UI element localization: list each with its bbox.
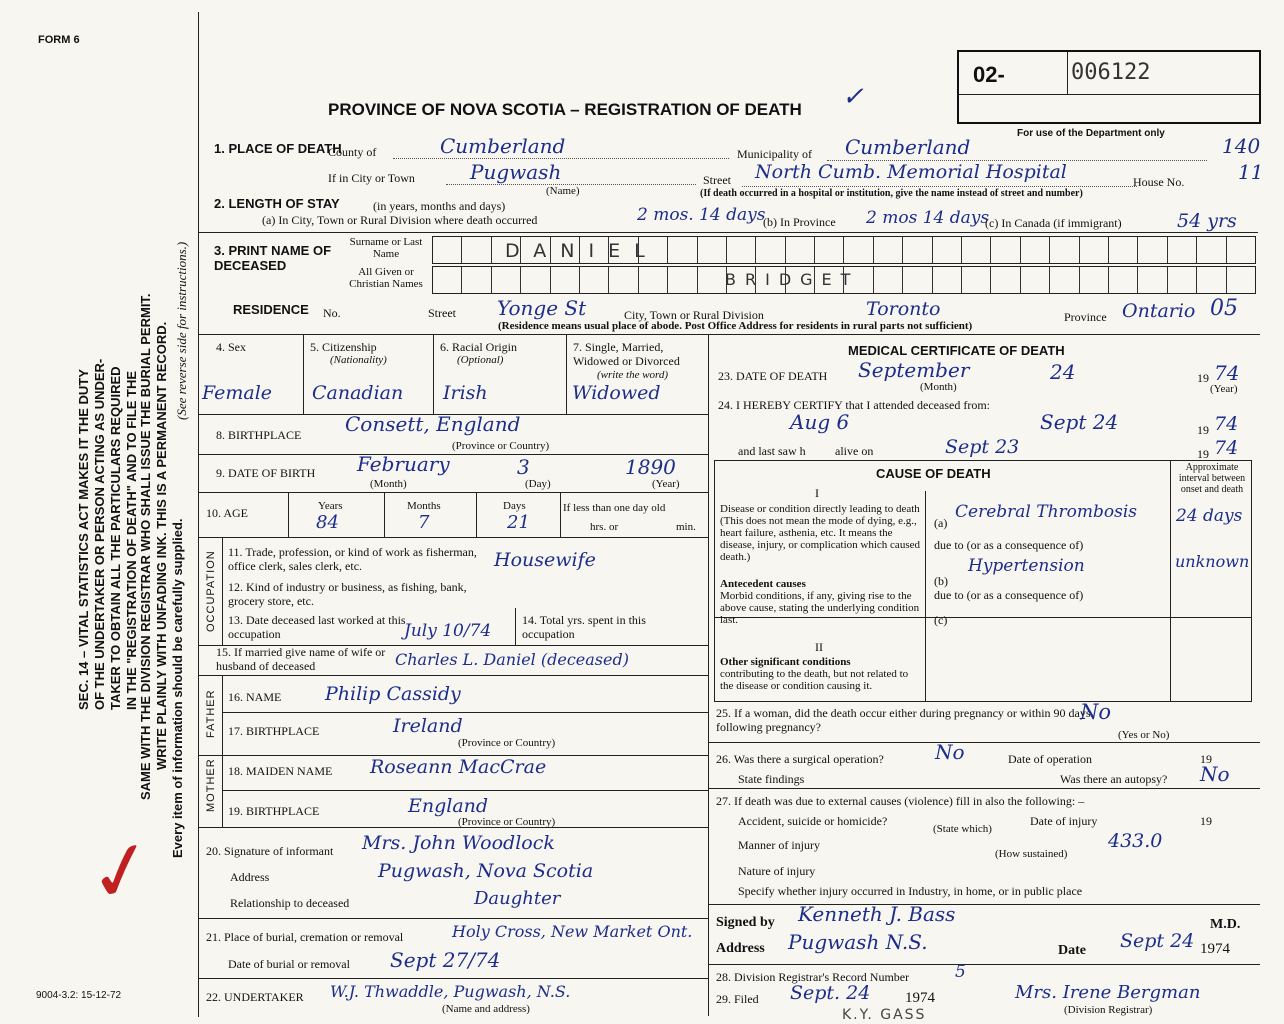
certify-label: 24. I HEREBY CERTIFY that I attended deceased from: [718, 398, 990, 412]
statute-line-4: IN THE "REGISTRATION OF DEATH" AND TO FILE THE [124, 370, 139, 710]
father-name-value: Philip Cassidy [325, 683, 461, 705]
cause-a-interval: 24 days [1176, 506, 1243, 526]
stay-city-label: (a) In City, Town or Rural Division where death occurred [262, 213, 538, 227]
attended-to-value: Sept 24 [1040, 410, 1119, 434]
age-days-value: 21 [507, 512, 530, 533]
antecedent-label: Antecedent causes [720, 578, 806, 590]
filed-year-value: 1974 [905, 990, 935, 1006]
burial-date-label: Date of burial or removal [228, 957, 350, 971]
cause-a-label: (a) [934, 516, 948, 530]
stay-province-label: (b) In Province [763, 215, 836, 229]
burial-place-label: 21. Place of burial, cremation or removal [206, 930, 404, 944]
attended-from-value: Aug 6 [790, 410, 850, 434]
place-of-death-label: 1. PLACE OF DEATH [214, 141, 342, 156]
death-year-note: (Year) [1210, 383, 1238, 395]
mother-side-label: MOTHER [205, 758, 217, 812]
sex-label: 4. Sex [216, 340, 246, 354]
dob-day-value: 3 [517, 455, 530, 479]
registrar-note: (Division Registrar) [1064, 1004, 1153, 1016]
cause-c-label: (c) [934, 613, 948, 627]
length-of-stay-unit: (in years, months and days) [373, 199, 506, 213]
due-to-label-2: due to (or as a consequence of) [934, 588, 1084, 602]
origin-sub: (Optional) [457, 354, 504, 366]
marital-value: Widowed [572, 382, 661, 404]
mother-maiden-label: 18. MAIDEN NAME [228, 764, 333, 778]
spouse-value: Charles L. Daniel (deceased) [395, 650, 629, 669]
mother-birthplace-note: (Province or Country) [458, 816, 556, 828]
form-label: FORM 6 [38, 34, 80, 46]
hospital-value: North Cumb. Memorial Hospital [755, 161, 1067, 183]
age-months-label: Months [407, 500, 441, 512]
house-label: House No. [1133, 175, 1185, 189]
sex-value: Female [202, 382, 273, 404]
informant-signature-label: 20. Signature of informant [206, 844, 334, 858]
hours-label: hrs. or [590, 521, 619, 533]
cause-of-death-header: CAUSE OF DEATH [876, 466, 991, 481]
father-name-label: 16. NAME [228, 690, 282, 704]
injury-place-label: Specify whether injury occurred in Industry, in home, or in public place [738, 884, 1083, 898]
disease-label: Disease or condition directly leading to death (This does not mean the mode of dying, e.g., heart failure, asthenia, etc. It means the disease, injury, or complication which caused death.) [720, 503, 920, 563]
marital-sub: (write the word) [597, 369, 669, 381]
part-one-label: I [815, 486, 819, 500]
physician-address-label: Address [716, 941, 765, 956]
stay-city-value: 2 mos. 14 days [637, 205, 766, 225]
municipality-label: Municipality of [737, 147, 812, 161]
q26-label: 26. Was there a surgical operation? [716, 752, 884, 766]
length-of-stay-label: 2. LENGTH OF STAY [214, 196, 340, 211]
residence-city-value: Toronto [866, 298, 941, 320]
death-month-value: September [858, 358, 970, 382]
manner-of-injury-label: Manner of injury [738, 838, 820, 852]
statute-line-5: SAME WITH THE DIVISION REGISTRAR WHO SHALL ISSUE THE BURIAL PERMIT. [138, 293, 153, 800]
cause-b-interval: unknown [1175, 552, 1250, 571]
informant-signature-value: Mrs. John Woodlock [362, 832, 555, 854]
injury-year-prefix: 19 [1200, 814, 1212, 828]
manner-of-injury-value: 433.0 [1108, 830, 1163, 852]
statute-line-2: OF THE UNDERTAKER OR PERSON ACTING AS UNDER- [92, 358, 107, 710]
informant-address-value: Pugwash, Nova Scotia [378, 860, 594, 882]
city-label: If in City or Town [328, 171, 415, 185]
age-months-value: 7 [418, 512, 430, 533]
state-which-note: (State which) [933, 823, 992, 835]
nature-of-injury-label: Nature of injury [738, 864, 816, 878]
residence-no-label: No. [323, 306, 341, 320]
mother-maiden-value: Roseann MacCrae [370, 756, 547, 778]
signature-date-label: Date [1058, 943, 1086, 958]
other-conditions-text: contributing to the death, but not related to the disease or condition causing it. [720, 668, 909, 692]
last-saw-label: and last saw h [738, 444, 806, 458]
relationship-label: Relationship to deceased [230, 896, 350, 910]
alive-year-value: 74 [1214, 437, 1239, 459]
death-year-value: 74 [1214, 361, 1240, 385]
minutes-label: min. [676, 521, 696, 533]
interval-header: Approximate interval between onset and death [1178, 462, 1246, 495]
statute-line-3: TAKER TO OBTAIN ALL THE PARTICULARS REQUIRED [108, 366, 123, 710]
given-names-label: All Given or Christian Names [349, 266, 423, 290]
alive-year-prefix: 19 [1197, 447, 1209, 461]
undertaker-note: (Name and address) [442, 1003, 530, 1015]
father-birthplace-label: 17. BIRTHPLACE [228, 724, 320, 738]
q25-label: 25. If a woman, did the death occur either during pregnancy or within 90 days following pregnancy? [716, 706, 1091, 734]
q28-label: 28. Division Registrar's Record Number [716, 970, 910, 984]
origin-value: Irish [443, 382, 488, 404]
q25-value: No [1080, 700, 1112, 724]
record-number-value: 5 [955, 962, 966, 982]
undertaker-value: W.J. Thwaddle, Pugwash, N.S. [330, 982, 571, 1001]
cause-a-value: Cerebral Thrombosis [955, 502, 1138, 522]
department-code-1: 140 [1222, 134, 1261, 158]
injury-date-label: Date of injury [1030, 814, 1098, 828]
dob-year-value: 1890 [625, 455, 676, 479]
how-sustained-note: (How sustained) [995, 848, 1068, 860]
md-label: M.D. [1210, 917, 1241, 932]
residence-province-code: 05 [1210, 296, 1238, 321]
residence-note: (Residence means usual place of abode. Post Office Address for residents in rural parts not sufficient) [498, 320, 973, 332]
origin-label: 6. Racial Origin [440, 340, 517, 354]
residence-city-label: City, Town or Rural Division [624, 308, 764, 322]
other-conditions-label: Other significant conditions [720, 656, 851, 668]
stay-canada-label: (c) In Canada (if immigrant) [985, 216, 1122, 230]
dob-label: 9. DATE OF BIRTH [216, 466, 316, 480]
part-two-label: II [815, 640, 823, 654]
residence-province-value: Ontario [1122, 300, 1196, 322]
dob-year-note: (Year) [652, 478, 680, 490]
residence-label: RESIDENCE [233, 302, 309, 317]
given-names-value: BRIDGET [725, 270, 860, 289]
age-years-value: 84 [316, 512, 339, 533]
relationship-value: Daughter [474, 888, 561, 909]
marital-label: 7. Single, Married, Widowed or Divorced [573, 340, 680, 368]
death-year-prefix: 19 [1197, 371, 1209, 385]
due-to-label-1: due to (or as a consequence of) [934, 538, 1084, 552]
undertaker-label: 22. UNDERTAKER [206, 990, 304, 1004]
dob-month-note: (Month) [370, 478, 407, 490]
father-side-label: FATHER [205, 689, 217, 738]
q11-label: 11. Trade, profession, or kind of work as fisherman, office clerk, sales clerk, etc. [228, 545, 477, 573]
q14-label: 14. Total yrs. spent in this occupation [522, 613, 646, 641]
deceased-name-label: 3. PRINT NAME OF DECEASED [214, 243, 332, 273]
dob-month-value: February [357, 452, 450, 476]
signature-date-value: Sept 24 [1120, 930, 1195, 952]
mother-birthplace-value: England [408, 795, 489, 817]
department-use-label: For use of the Department only [1017, 128, 1165, 139]
death-month-note: (Month) [920, 381, 957, 393]
residence-street-label: Street [428, 306, 456, 320]
medical-certificate-header: MEDICAL CERTIFICATE OF DEATH [848, 343, 1065, 358]
birthplace-note: (Province or Country) [452, 440, 550, 452]
yes-no-note: (Yes or No) [1118, 729, 1170, 741]
filed-date-value: Sept. 24 [790, 982, 871, 1004]
statute-line-1: SEC. 14 – VITAL STATISTICS ACT MAKES IT THE DUTY [76, 369, 91, 710]
street-label: Street [703, 173, 731, 187]
residence-province-label: Province [1064, 310, 1107, 324]
age-label: 10. AGE [206, 506, 248, 520]
attended-year-value: 74 [1214, 413, 1239, 435]
operation-date-label: Date of operation [1008, 752, 1092, 766]
statute-line-7: Every item of information should be carefully supplied. [170, 518, 185, 858]
hospital-note: (If death occurred in a hospital or institution, give the name instead of street and number) [700, 188, 1083, 199]
antecedent-text: Morbid conditions, if any, giving rise to the above cause, stating the underlying condition last. [720, 590, 920, 626]
left-margin-rule [198, 12, 199, 1017]
autopsy-label: Was there an autopsy? [1060, 772, 1168, 786]
stay-province-value: 2 mos 14 days [866, 208, 990, 228]
father-birthplace-value: Ireland [393, 715, 463, 737]
informant-address-label: Address [230, 870, 270, 884]
statute-line-6: WRITE PLAINLY WITH UNFADING INK. THIS IS A PERMANENT RECORD. [154, 321, 169, 770]
registration-number: 006122 [1071, 60, 1151, 85]
reverse-side-note: (See reverse side for instructions.) [174, 241, 189, 420]
burial-date-value: Sept 27/74 [390, 948, 501, 972]
check-mark-icon: ✓ [842, 82, 864, 112]
death-day-value: 24 [1050, 360, 1076, 384]
surname-label: Surname or Last Name [349, 236, 423, 260]
last-worked-value: July 10/74 [404, 621, 492, 641]
surname-value: DANIEL [505, 240, 659, 262]
father-birthplace-note: (Province or Country) [458, 737, 556, 749]
cause-b-value: Hypertension [968, 556, 1085, 576]
accident-label: Accident, suicide or homicide? [738, 814, 888, 828]
registration-number-box [957, 50, 1261, 124]
municipality-value: Cumberland [845, 135, 971, 159]
age-days-label: Days [503, 500, 526, 512]
age-years-label: Years [318, 500, 343, 512]
less-than-day-label: If less than one day old [563, 502, 666, 514]
physician-signature-value: Kenneth J. Bass [798, 902, 956, 926]
residence-street-value: Yonge St [497, 296, 587, 320]
department-code-2: 11 [1238, 160, 1264, 184]
signed-by-label: Signed by [716, 915, 775, 930]
citizenship-value: Canadian [312, 382, 404, 404]
occupation-value: Housewife [494, 549, 596, 571]
alive-on-label: alive on [835, 444, 874, 458]
alive-on-value: Sept 23 [945, 436, 1020, 458]
date-of-death-label: 23. DATE OF DEATH [718, 369, 828, 383]
q12-label: 12. Kind of industry or business, as fishing, bank, grocery store, etc. [228, 580, 467, 608]
form-title: PROVINCE OF NOVA SCOTIA – REGISTRATION OF DEATH [328, 100, 802, 119]
attended-year-prefix: 19 [1197, 423, 1209, 437]
q27-label: 27. If death was due to external causes (violence) fill in also the following: – [716, 794, 1085, 808]
name-note: (Name) [546, 185, 580, 197]
spouse-label: 15. If married give name of wife or husband of deceased [216, 645, 386, 673]
autopsy-value: No [1200, 762, 1230, 786]
stay-canada-value: 54 yrs [1177, 210, 1237, 232]
county-value: Cumberland [440, 134, 566, 158]
registration-prefix: 02- [973, 62, 1005, 87]
city-value: Pugwash [470, 160, 562, 184]
birthplace-label: 8. BIRTHPLACE [216, 428, 302, 442]
birthplace-value: Consett, England [345, 412, 521, 436]
q29-label: 29. Filed [716, 992, 759, 1006]
burial-place-value: Holy Cross, New Market Ont. [452, 922, 693, 941]
citizenship-label: 5. Citizenship [310, 340, 377, 354]
signature-year-value: 1974 [1200, 941, 1230, 957]
red-check-mark-icon: ✓ [79, 819, 164, 924]
physician-address-value: Pugwash N.S. [788, 930, 928, 954]
occupation-side-label: OCCUPATION [205, 550, 217, 632]
county-label: County of [328, 145, 377, 159]
q26-value: No [935, 740, 965, 764]
registrar-signature-value: Mrs. Irene Bergman [1015, 982, 1201, 1003]
operation-year-prefix: 19 [1200, 752, 1212, 766]
q13-label: 13. Date deceased last worked at this occupation [228, 613, 406, 641]
mother-birthplace-label: 19. BIRTHPLACE [228, 804, 320, 818]
bottom-stamp: K.Y. GASS [842, 1007, 927, 1023]
form-footer-code: 9004-3.2: 15-12-72 [36, 990, 122, 1001]
citizenship-sub: (Nationality) [330, 354, 387, 366]
state-findings-label: State findings [738, 772, 805, 786]
dob-day-note: (Day) [525, 478, 551, 490]
cause-b-label: (b) [934, 574, 948, 588]
